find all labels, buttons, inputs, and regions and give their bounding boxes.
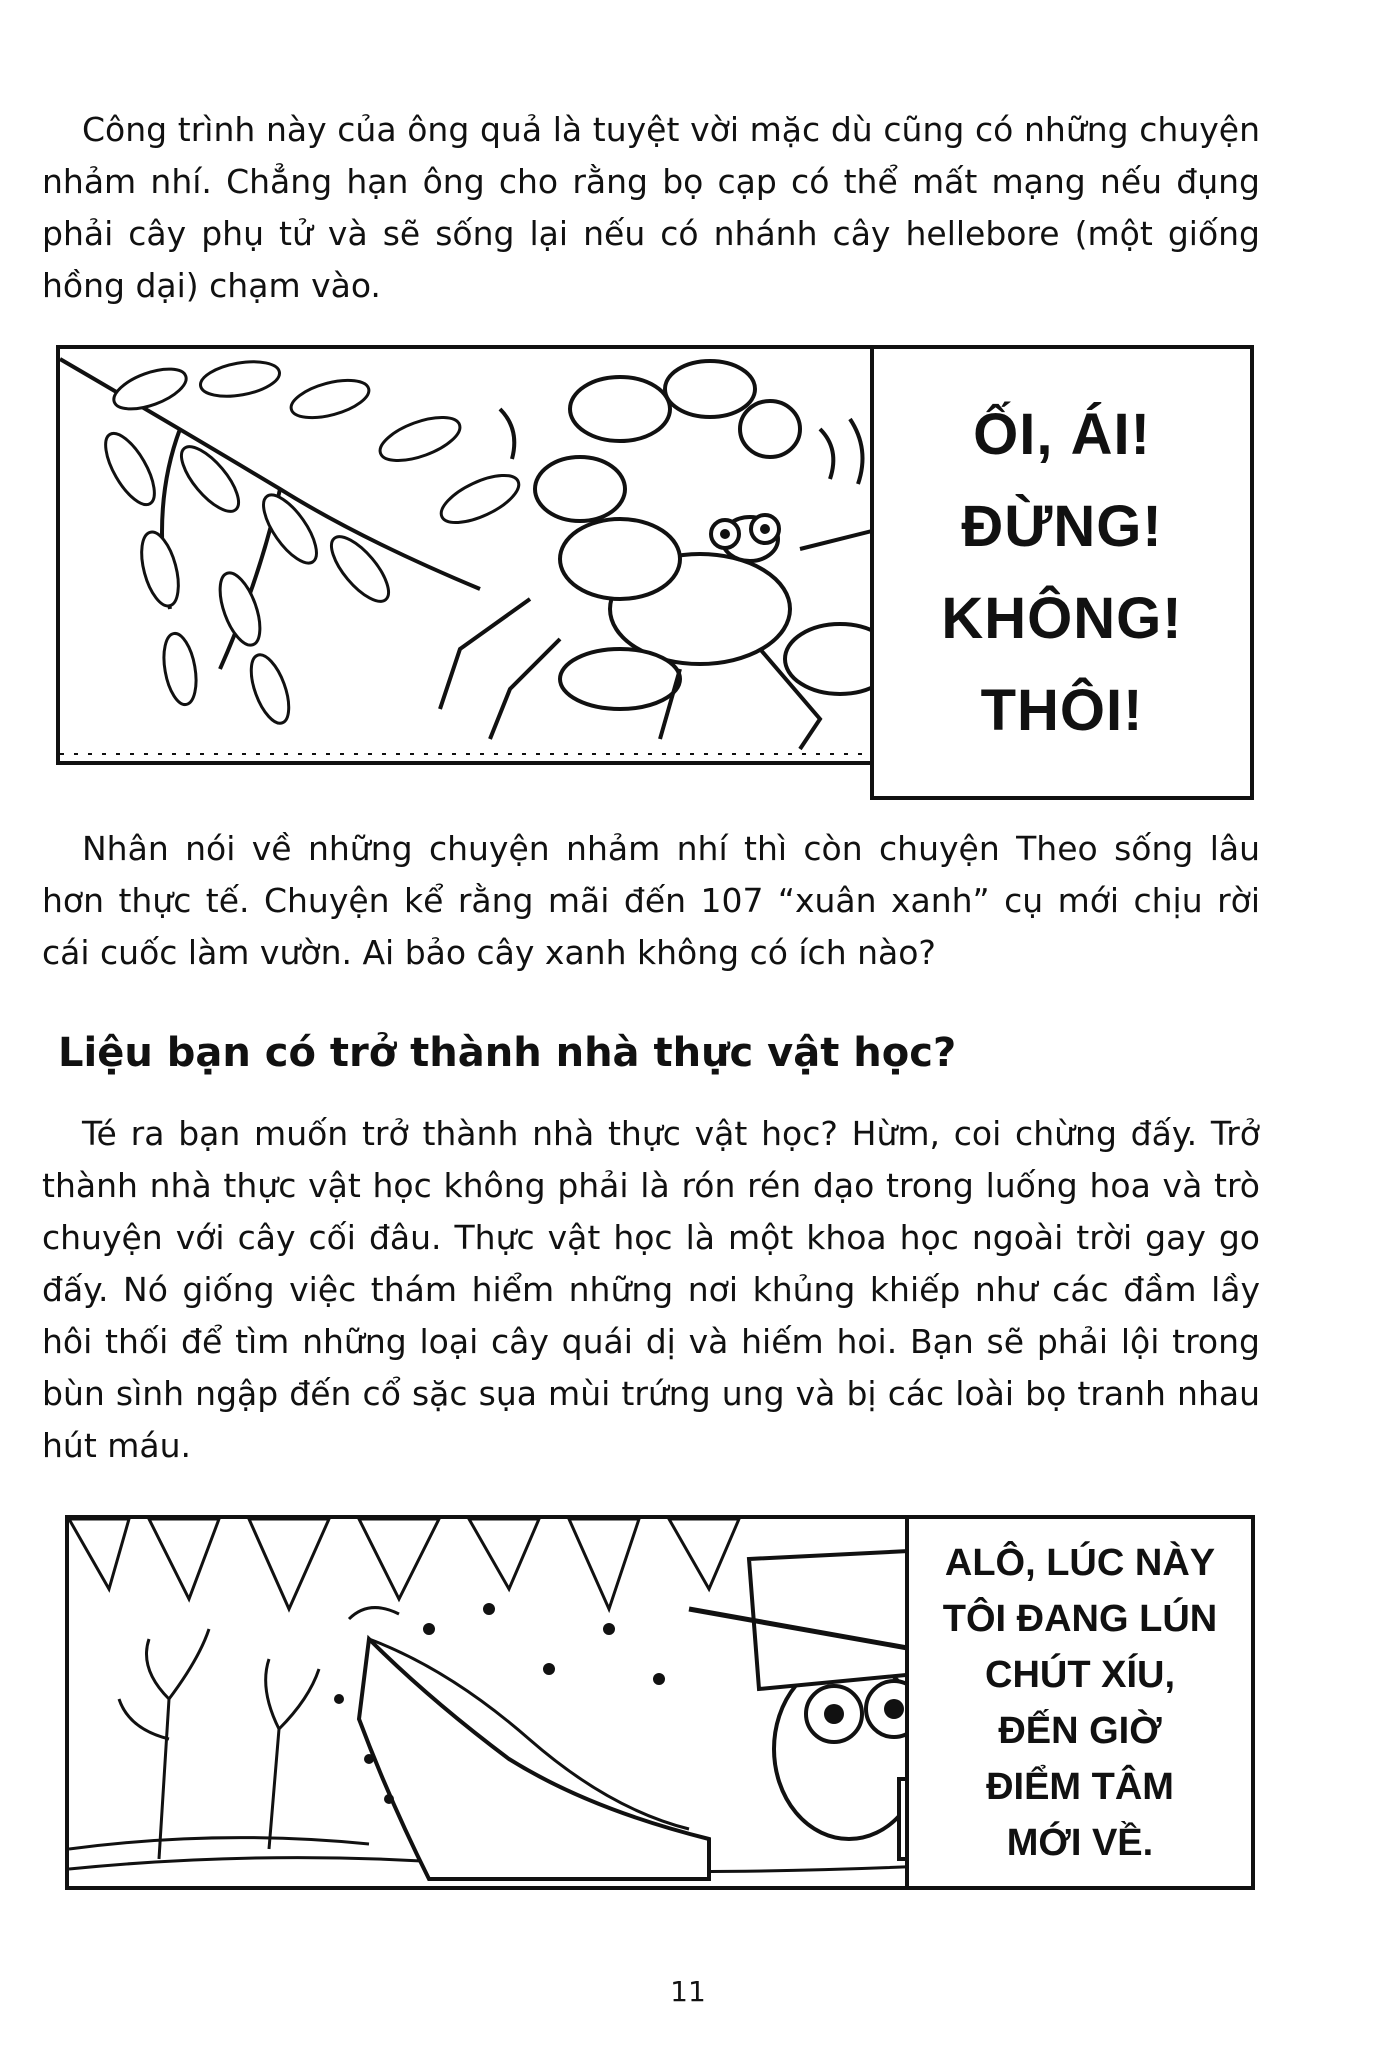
paragraph-botanist: Té ra bạn muốn trở thành nhà thực vật học? Hừm, coi chừng đấy. Trở thành nhà thực vật học không phải là rón rén dạo trong luống hoa và trò chuyện với cây cối đâu. Thực vật học là một khoa học ngoài trời gay go đấy. Nó giống việc thám hiểm những nơi khủng khiếp như các đầm lầy hôi thối để tìm những loại cây quái dị và hiếm hoi. Bạn sẽ phải lội trong bùn sình ngập đến cổ sặc sụa mùi trứng ung và bị các loài bọ tranh nhau hút máu.: [42, 1114, 1260, 1465]
bubble-line: ĐỪNG!: [961, 493, 1163, 559]
bubble-line: TÔI ĐANG LÚN: [942, 1597, 1218, 1640]
page-number: 11: [670, 1975, 706, 2008]
speech-bubble-explorer: [905, 1515, 1255, 1890]
section-heading: Liệu bạn có trở thành nhà thực vật học?: [58, 1030, 957, 1076]
speech-bubble-scorpion: [870, 345, 1254, 800]
bubble-line: ALÔ, LÚC NÀY: [944, 1541, 1216, 1584]
bubble-line: KHÔNG!: [941, 585, 1183, 651]
bubble-line: THÔI!: [980, 677, 1144, 743]
bubble-line: ỐI, ÁI!: [973, 401, 1151, 467]
paragraph-intro: Công trình này của ông quả là tuyệt vời mặc dù cũng có những chuyện nhảm nhí. Chẳng hạn ông cho rằng bọ cạp có thể mất mạng nếu đụng phải cây phụ tử và sẽ sống lại nếu có nhánh cây hellebore (một giống hồng dại) chạm vào.: [42, 110, 1260, 305]
bubble-line: MỚI VỀ.: [1006, 1821, 1154, 1864]
bubble-line: ĐẾN GIỜ: [998, 1709, 1162, 1752]
paragraph-theo: Nhân nói về những chuyện nhảm nhí thì còn chuyện Theo sống lâu hơn thực tế. Chuyện kể rằng mãi đến 107 “xuân xanh” cụ mới chịu rời cái cuốc làm vườn. Ai bảo cây xanh không có ích nào?: [42, 829, 1260, 972]
bubble-line: ĐIỂM TÂM: [986, 1765, 1174, 1808]
bubble-line: CHÚT XÍU,: [985, 1653, 1175, 1696]
